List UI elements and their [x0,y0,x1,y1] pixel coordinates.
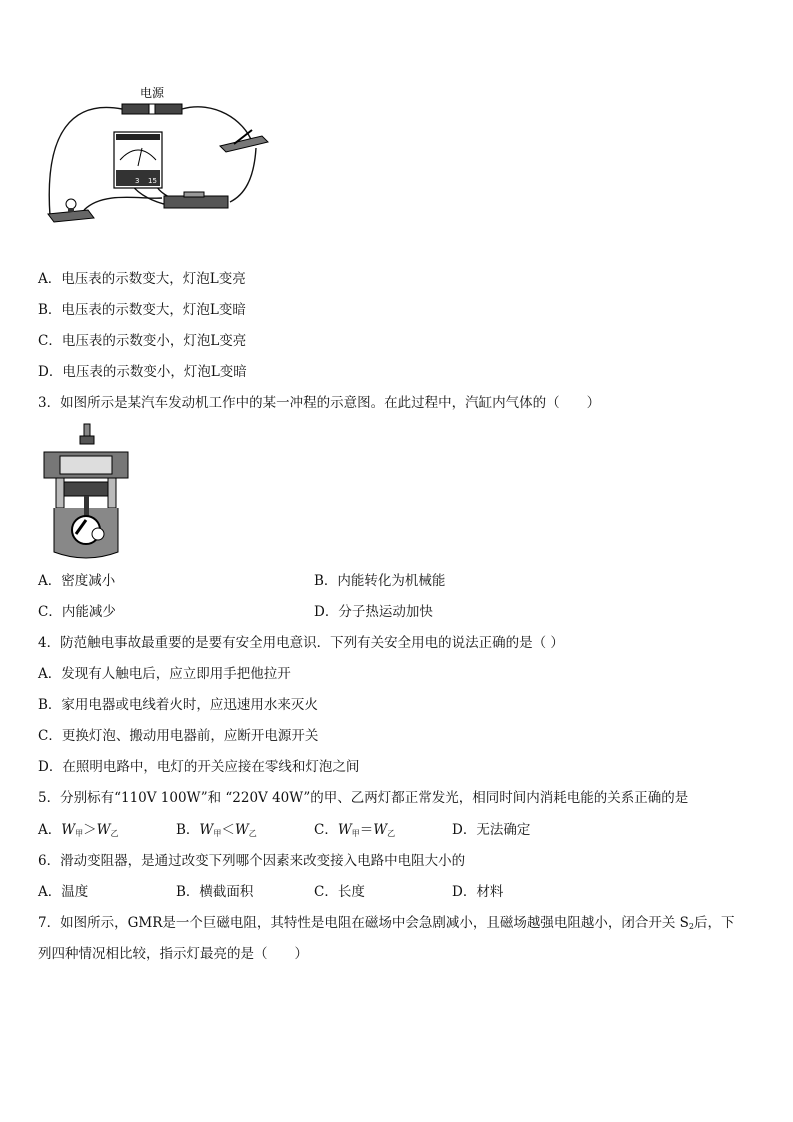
power-source-label: 电源 [140,86,165,100]
q4-option-c[interactable]: C．更换灯泡、搬动用电器前，应断开电源开关 [38,728,319,744]
q3-option-c[interactable]: C．内能减少 [38,604,116,620]
q2-option-b[interactable]: B．电压表的示数变大，灯泡L变暗 [38,302,246,318]
q4-option-d[interactable]: D．在照明电路中，电灯的开关应接在零线和灯泡之间 [38,759,360,775]
q2-option-d[interactable]: D．电压表的示数变小，灯泡L变暗 [38,364,247,380]
voltmeter-icon [114,132,162,188]
q3-stem: 3．如图所示是某汽车发动机工作中的某一冲程的示意图。在此过程中，汽缸内气体的（ ） [38,395,601,411]
q5-option-a[interactable]: A．$W_甲>W_乙$ [38,822,119,838]
q6-stem: 6．滑动变阻器，是通过改变下列哪个因素来改变接入电路中电阻大小的 [38,853,466,869]
q2-option-c[interactable]: C．电压表的示数变小，灯泡L变亮 [38,333,247,349]
engine-figure [40,422,132,562]
switch-icon [220,130,268,152]
q5-option-c[interactable]: C．$W_甲=W_乙$ [314,822,396,838]
meter-tick-15: 15 [148,177,157,185]
q3-option-b[interactable]: B．内能转化为机械能 [314,573,446,589]
q5-option-d[interactable]: D．无法确定 [452,822,531,838]
lamp-icon [48,199,94,222]
rheostat-icon [164,192,228,208]
q7-stem-line1: 7．如图所示，GMR是一个巨磁电阻，其特性是电阻在磁场中会急剧减小，且磁场越强电阻越小，闭合开关 $S_2$后，下 [38,915,735,931]
q5-stem: 5．分别标有“110V 100W”和 “220V 40W”的甲、乙两灯都正常发光，相同时间内消耗电能的关系正确的是 [38,790,689,806]
q4-option-b[interactable]: B．家用电器或电线着火时，应迅速用水来灭火 [38,697,318,713]
q4-option-a[interactable]: A．发现有人触电后，应立即用手把他拉开 [38,666,291,682]
q2-option-a[interactable]: A．电压表的示数变大，灯泡L变亮 [38,271,246,287]
circuit-figure [44,80,274,230]
q6-option-b[interactable]: B．横截面积 [176,884,254,900]
q6-option-c[interactable]: C．长度 [314,884,365,900]
meter-tick-3: 3 [135,177,140,185]
q4-stem: 4．防范触电事故最重要的是要有安全用电意识．下列有关安全用电的说法正确的是（ ） [38,635,564,651]
q6-option-d[interactable]: D．材料 [452,884,504,900]
q3-option-d[interactable]: D．分子热运动加快 [314,604,433,620]
q3-option-a[interactable]: A．密度减小 [38,573,116,589]
q6-option-a[interactable]: A．温度 [38,884,89,900]
q7-stem-line2: 列四种情况相比较，指示灯最亮的是（ ） [38,946,308,962]
q5-option-b[interactable]: B．$W_甲<W_乙$ [176,822,257,838]
